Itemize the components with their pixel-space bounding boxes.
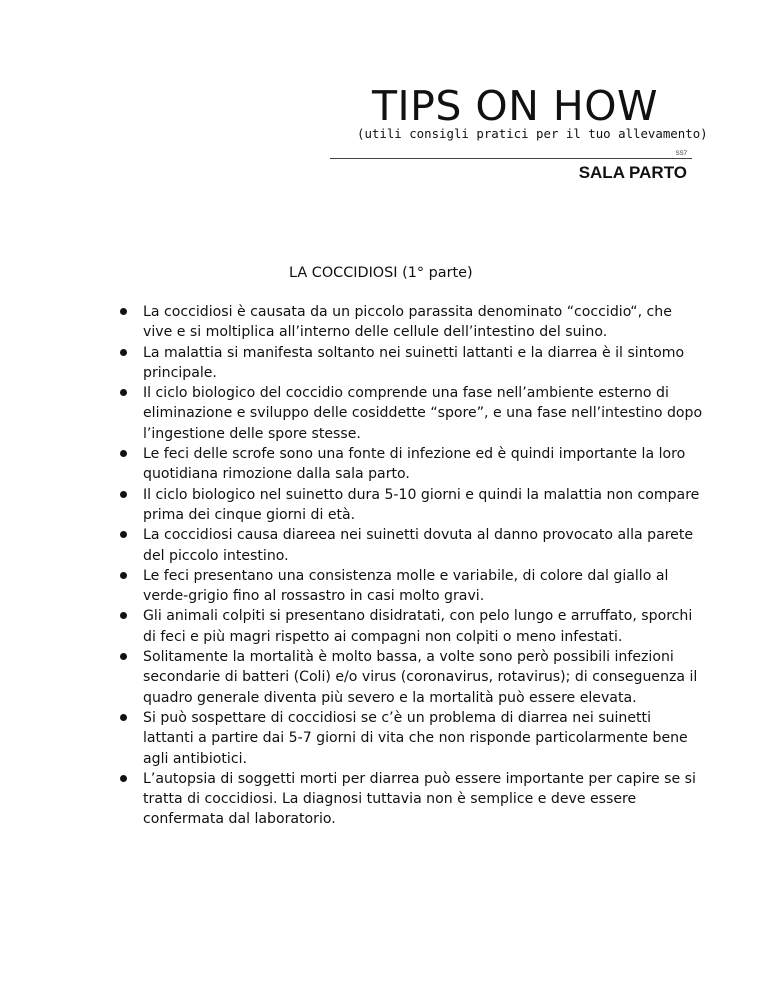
page-title: TIPS ON HOW <box>372 82 659 130</box>
bullet-icon <box>120 389 127 396</box>
bullet-text: La malattia si manifesta soltanto nei suinetti lattanti e la diarrea è il sintomo principale. <box>143 344 685 381</box>
bullet-item <box>115 485 703 526</box>
bullet-item <box>115 444 703 485</box>
bullet-icon <box>120 714 127 721</box>
bullet-icon <box>120 349 127 356</box>
bullet-item <box>115 708 703 769</box>
bullet-icon <box>120 450 127 457</box>
page-subtitle: (utili consigli pratici per il tuo allevamento) <box>357 126 708 141</box>
bullet-item <box>115 647 703 708</box>
bullet-text: La coccidiosi causa diareea nei suinetti dovuta al danno provocato alla parete del piccolo intestino. <box>143 527 694 564</box>
bullet-item <box>115 343 703 384</box>
topic-heading: LA COCCIDIOSI (1° parte) <box>289 265 473 281</box>
bullet-item <box>115 302 703 343</box>
bullet-text: Si può sospettare di coccidiosi se c’è un problema di diarrea nei suinetti lattanti a partire dai 5-7 giorni di vita che non risponde particolarmente bene agli antibiotici. <box>143 709 688 767</box>
bullet-icon <box>120 612 127 619</box>
bullet-list <box>115 302 703 830</box>
bullet-text: Solitamente la mortalità è molto bassa, a volte sono però possibili infezioni secondarie di batteri (Coli) e/o virus (coronavirus, rotavirus); di conseguenza il quadro generale diventa più severo e la mortalità può essere elevata. <box>143 649 698 706</box>
header-divider <box>330 158 692 159</box>
bullet-icon <box>120 531 127 538</box>
bullet-icon <box>120 491 127 498</box>
document-code: SS7 <box>675 151 687 157</box>
bullet-text: Le feci delle scrofe sono una fonte di infezione ed è quindi importante la loro quotidiana rimozione dalla sala parto. <box>143 446 686 483</box>
bullet-item <box>115 606 703 647</box>
bullet-icon <box>120 653 127 660</box>
bullet-item <box>115 525 703 566</box>
bullet-text: Gli animali colpiti si presentano disidratati, con pelo lungo e arruffato, sporchi di feci e più magri rispetto ai compagni non colpiti o meno infestati. <box>143 608 693 645</box>
bullet-icon <box>120 308 127 315</box>
bullet-item <box>115 383 703 444</box>
bullet-text: Le feci presentano una consistenza molle e variabile, di colore dal giallo al verde-grigio fino al rossastro in casi molto gravi. <box>143 567 669 605</box>
bullet-text: Il ciclo biologico del coccidio comprende una fase nell’ambiente esterno di eliminazione e sviluppo delle cosiddette “spore”, e una fase nell’intestino dopo l’ingestione delle spore stesse. <box>143 385 703 442</box>
bullet-text: Il ciclo biologico nel suinetto dura 5-10 giorni e quindi la malattia non compare prima dei cinque giorni di età. <box>143 486 700 523</box>
bullet-icon <box>120 572 127 579</box>
section-title: SALA PARTO <box>578 163 687 182</box>
bullet-item <box>115 769 703 830</box>
bullet-text: L’autopsia di soggetti morti per diarrea può essere importante per capire se si tratta di coccidiosi. La diagnosi tuttavia non è semplice e deve essere confermata dal laboratorio. <box>143 770 696 828</box>
bullet-icon <box>120 775 127 782</box>
bullet-text: La coccidiosi è causata da un piccolo parassita denominato “coccidio“, che vive e si moltiplica all’interno delle cellule dell’intestino del suino. <box>143 304 672 341</box>
bullet-item <box>115 566 703 607</box>
